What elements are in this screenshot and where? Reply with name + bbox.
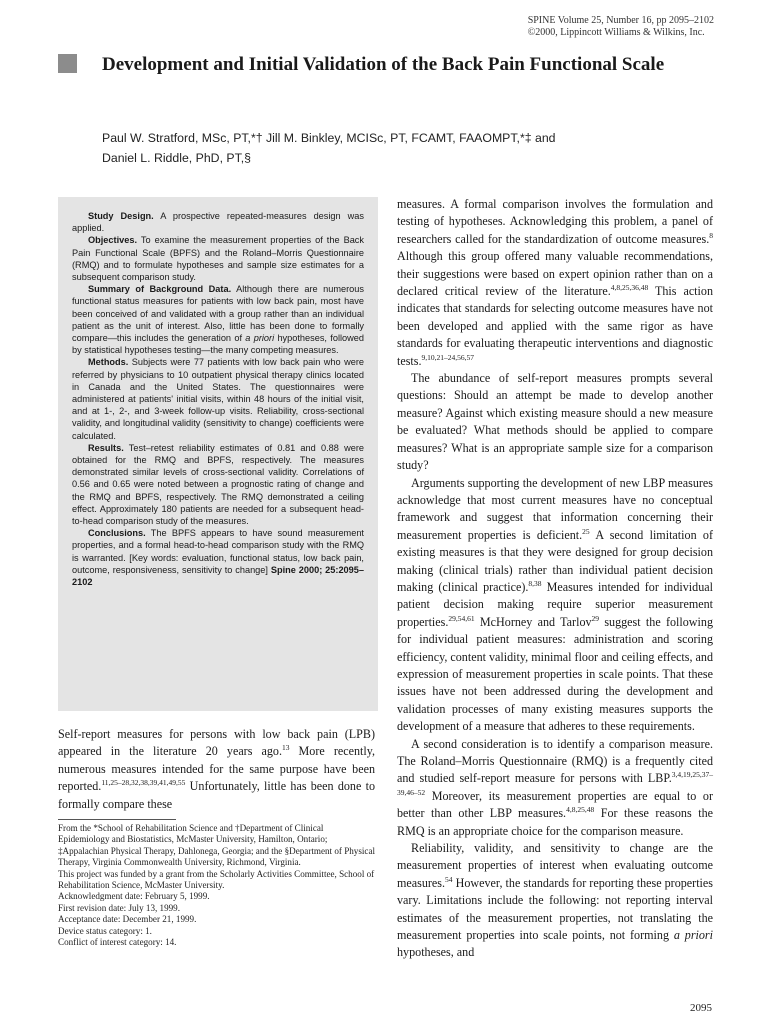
abstract-conclusions: Conclusions. The BPFS appears to have sound measurement properties, and a formal head-to-head comparison study with the RMQ is warranted. [Key words: evaluation, functional status, low back pain, outcome, responsiveness, sensitivity to change] Spine 2000; 25:2095–2102 bbox=[72, 528, 364, 588]
journal-header bbox=[528, 15, 714, 39]
abstract-study-design: Study Design. A prospective repeated-measures design was applied. bbox=[72, 211, 364, 234]
footnote-first-revision: First revision date: July 13, 1999. bbox=[58, 902, 181, 913]
footnote-divider bbox=[58, 819, 176, 820]
intro-paragraph: Self-report measures for persons with low back pain (LPB) appeared in the literature 20 years ago.$^{13}$ More recently, numerous measures intended for the same purpose have been reported.$^{11,25-28,32,38,39,41,49,55}$ Unfortunately, little has been done to formally compare these bbox=[58, 727, 375, 811]
title-marker bbox=[58, 54, 77, 73]
footnote-acknowledgment: Acknowledgment date: February 5, 1999. bbox=[58, 891, 210, 902]
page-number: 2095 bbox=[690, 1002, 712, 1014]
right-paragraph-5: Reliability, validity, and sensitivity to change are the measurement properties of interest when evaluating outcome measures.$^{54}$ However, the standards for reporting these properties vary. Limitations include the following: not reporting interval estimates of the measurement properties, not translating the measurement properties into scale points, not forming a priori hypotheses, and bbox=[397, 841, 713, 960]
footnotes bbox=[58, 823, 375, 948]
journal-copyright: ©2000, Lippincott Williams & Wilkins, Inc. bbox=[527, 27, 705, 38]
intro-left-column bbox=[58, 726, 375, 813]
right-paragraph-1: measures. A formal comparison involves the formulation and testing of hypotheses. Acknowledging this problem, a panel of researchers called for the standardization of outcome measures.$^8$ Although this group offered many valuable recommendations, their suggestions were based on expert opinion rather than on a declared critical review of the literature.$^{4,8,25,36,48}$ This action indicates that standards for selecting outcome measures have not been developed and applied with the same rigor as have standards for evaluating therapeutic interventions and diagnostic tests.$^{9,10,21-24,56,57}$ bbox=[397, 197, 713, 368]
footnote-funding: This project was funded by a grant from the Scholarly Activities Committee, School of Rehabilitation Science, McMaster University. bbox=[58, 868, 375, 891]
journal-citation: SPINE Volume 25, Number 16, pp 2095–2102 bbox=[527, 15, 714, 26]
abstract-background: Summary of Background Data. Although there are numerous functional status measures for patients with low back pain, most have been conceived of and validated with a group rather than an individual patient as the unit of interest. Also, little has been done to formally compare—this includes the generation of a priori hypotheses, followed by statistical hypotheses testing—the many competing measures. bbox=[72, 284, 364, 356]
footnote-device-status: Device status category: 1. bbox=[58, 925, 152, 936]
footnote-conflict: Conflict of interest category: 14. bbox=[58, 937, 177, 948]
right-paragraph-2: The abundance of self-report measures prompts several questions: Should an attempt be made to develop another measure? Against which existing measure should a new measure be evaluated? What methods should be applied to compare measures? What is an appropriate sample size for a comparison study? bbox=[397, 371, 713, 473]
abstract-citation: Spine 2000; 25:2095–2102 bbox=[72, 564, 364, 588]
right-paragraph-4: A second consideration is to identify a comparison measure. The Roland–Morris Questionnaire (RMQ) is a frequently cited and studied self-report measure for persons with LBP.$^{3,4,19,25,37-39,46-52}$ Moreover, its measurement properties are equal to or better than other LBP measures.$^{4,8,25,48}$ For these reasons the RMQ is an appropriate choice for the comparison measure. bbox=[397, 736, 713, 838]
abstract-box bbox=[58, 197, 378, 711]
right-column bbox=[397, 196, 713, 962]
author-line-1: Paul W. Stratford, MSc, PT,*† Jill M. Binkley, MCISc, PT, FCAMT, FAAOMPT,*‡ and bbox=[102, 131, 556, 145]
article-title: Development and Initial Validation of the Back Pain Functional Scale bbox=[102, 54, 665, 75]
abstract-objectives: Objectives. To examine the measurement properties of the Back Pain Functional Scale (BPFS) and the Roland–Morris Questionnaire (RMQ) and to formulate hypotheses and sample size estimates for a subsequent comparison study. bbox=[72, 235, 364, 283]
footnote-affiliations: From the *School of Rehabilitation Science and †Department of Clinical Epidemiology and Biostatistics, McMaster University, Hamilton, Ontario; ‡Appalachian Physical Therapy, Dahlonega, Georgia; and the §Department of Physical Therapy, Virginia Commonwealth University, Richmond, Virginia. bbox=[58, 823, 376, 868]
abstract-methods: Methods. Subjects were 77 patients with low back pain who were referred by physicians to 10 outpatient physical therapy clinics located in Canada and the United States. The questionnaires were administered at patients' initial visits, within 48 hours of the initial visit, and at 1-, 2-, and 3-week follow-up visits. Reliability, cross-sectional validity, and longitudinal validity (sensitivity to change) coefficients were calculated. bbox=[72, 357, 364, 441]
author-line-2: Daniel L. Riddle, PhD, PT,§ bbox=[102, 151, 252, 165]
right-paragraph-3: Arguments supporting the development of new LBP measures acknowledge that most current measures have no conceptual framework and suggest that information concerning their measurement properties is deficient.$^{25}$ A second limitation of existing measures is that they were designed for group decision making (clinical trials) rather than individual patient decision making (clinical practice).$^{8,38}$ Measures intended for individual patient decision making require superior measurement properties.$^{29,54,61}$ McHorney and Tarlov$^{29}$ suggest the following for individual patient measures: administration and scoring efficiency, content validity, minimal floor and ceiling effects, and expression of measurement properties in scale points. That these issues have not been addressed during the development and validation processes of many existing measures supports the development of a measure that adheres to these requirements. bbox=[397, 475, 714, 734]
abstract-results: Results. Test–retest reliability estimates of 0.81 and 0.88 were obtained for the RMQ and BPFS, respectively. The measures demonstrated similar levels of cross-sectional validity. Correlations of 0.56 and 0.65 were noted between a prognostic rating of change and the RMQ and BPFS, respectively. The RMQ demonstrated a ceiling effect. Approximately 180 patients are needed for a subsequent head-to-head comparison study of the measures. bbox=[72, 442, 364, 527]
author-list bbox=[102, 128, 702, 168]
footnote-acceptance: Acceptance date: December 21, 1999. bbox=[58, 914, 197, 925]
